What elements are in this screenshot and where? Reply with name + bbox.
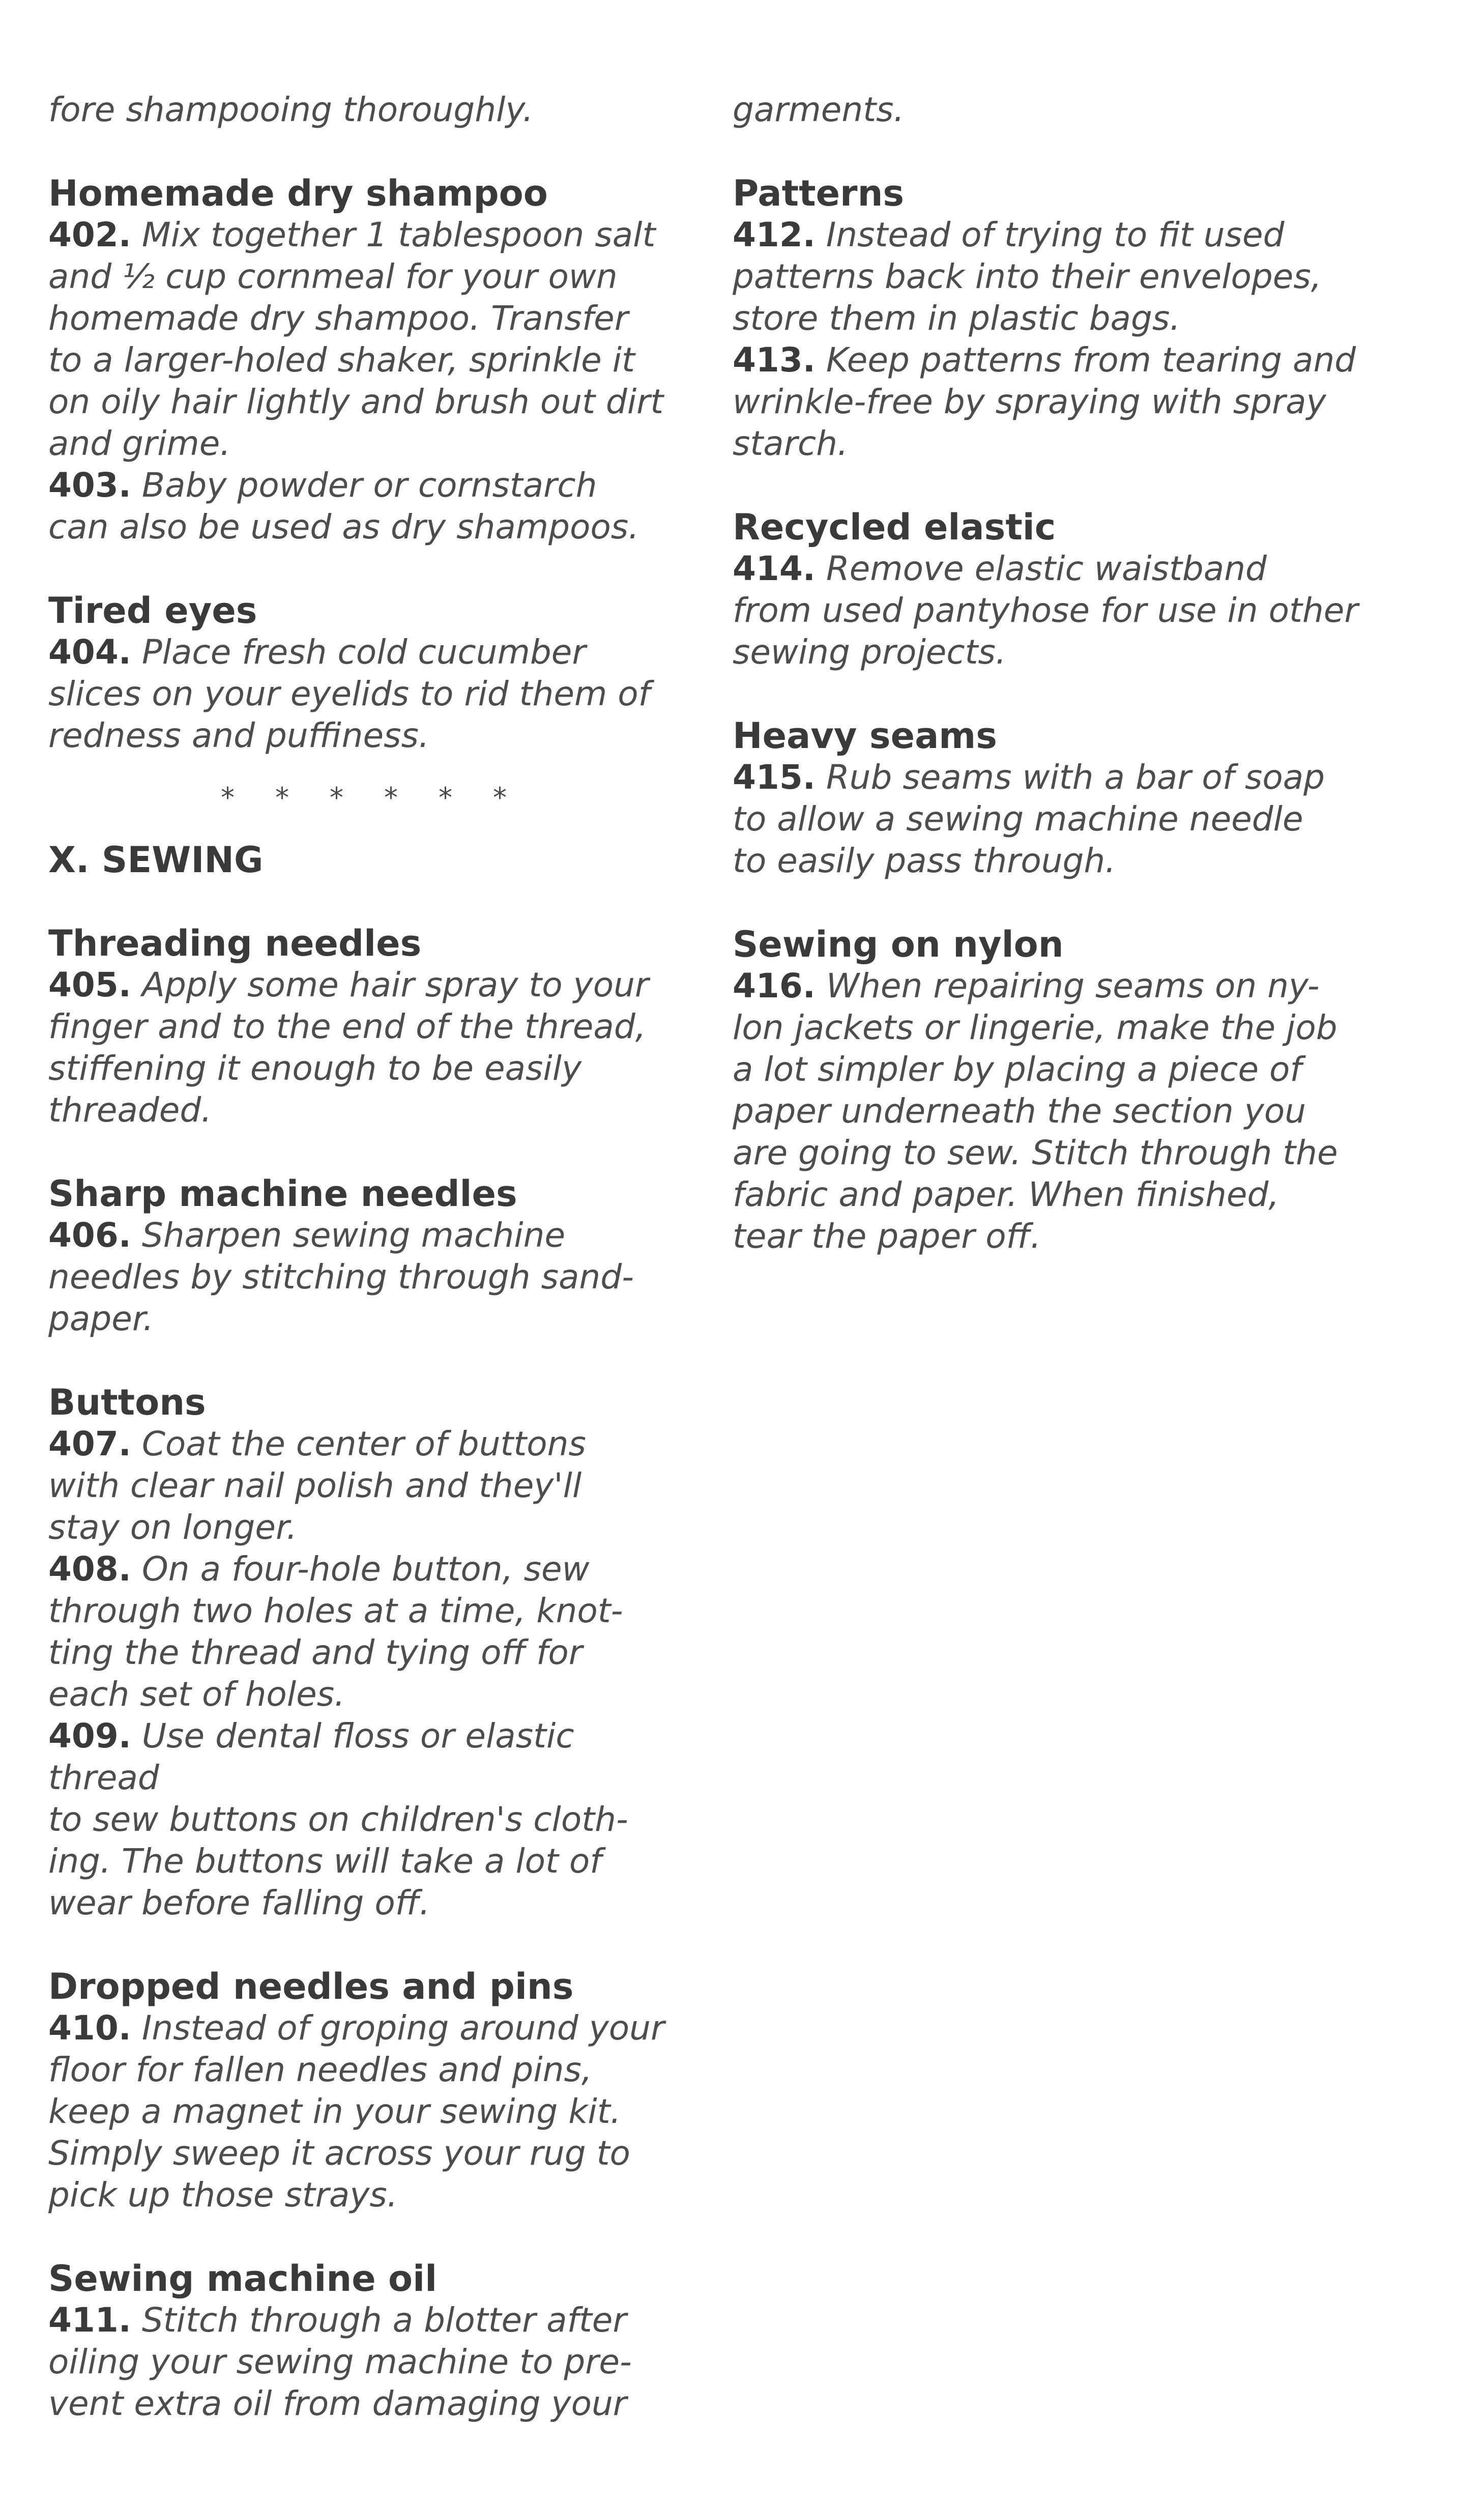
- tip-first-line: [48, 2007, 679, 2049]
- tip-line: [48, 1048, 679, 1089]
- tip-heading: Sewing machine oil: [48, 2258, 438, 2299]
- tip-line: [48, 1298, 679, 1340]
- tip-line: [48, 1465, 679, 1507]
- divider-star: *: [384, 782, 398, 814]
- tip-number: 409.: [48, 1716, 131, 1756]
- tip-text: threaded.: [48, 1090, 212, 1130]
- tip-text: store them in plastic bags.: [733, 299, 1181, 338]
- tip-line: [48, 2133, 679, 2174]
- tip-number: 407.: [48, 1424, 131, 1463]
- tip-line: [733, 798, 1366, 840]
- tip-line: [733, 1007, 1366, 1049]
- tip-text: Remove elastic waistband: [826, 549, 1267, 588]
- tip-number: 415.: [733, 758, 816, 797]
- tip-first-line: [48, 465, 679, 506]
- tip-line: [48, 381, 679, 423]
- tip-text: Instead of groping around your: [141, 2008, 665, 2048]
- continuation-text: fore shampooing thoroughly.: [48, 90, 534, 129]
- tip-line: [48, 1674, 679, 1715]
- tip-text: needles by stitching through sand-: [48, 1257, 634, 1297]
- tip-number: 405.: [48, 965, 131, 1004]
- tips-block-b: [48, 923, 679, 2425]
- tip-heading: Homemade dry shampoo: [48, 173, 548, 214]
- tip-text: Baby powder or cornstarch: [141, 466, 597, 505]
- tip-first-line: [48, 631, 679, 673]
- tip-text: paper underneath the section you: [733, 1091, 1306, 1131]
- tip-line: [48, 2383, 679, 2425]
- tip-heading: Sewing on nylon: [733, 924, 1064, 965]
- tip-text: to allow a sewing machine needle: [733, 799, 1303, 839]
- tip-text: and ½ cup cornmeal for your own: [48, 257, 618, 296]
- tip-text: ing. The buttons will take a lot of: [48, 1842, 602, 1881]
- tip-text: Stitch through a blotter after: [141, 2301, 627, 2340]
- tip-number: 410.: [48, 2008, 131, 2048]
- tip-first-line: [733, 548, 1366, 590]
- right-column: [733, 89, 1366, 1257]
- tip-number: 404.: [48, 633, 131, 672]
- tip-line: [48, 1841, 679, 1882]
- tip-line: [733, 256, 1366, 298]
- tip-line: [48, 1799, 679, 1841]
- divider-star: *: [493, 782, 507, 814]
- tip-number: 416.: [733, 966, 816, 1005]
- tip-line: [48, 1590, 679, 1632]
- tips-block-right: [733, 173, 1366, 1257]
- divider-star: *: [439, 782, 452, 814]
- tip-first-line: [733, 339, 1366, 381]
- tip-text: oiling your sewing machine to pre-: [48, 2342, 632, 2381]
- tip-line: [48, 2049, 679, 2091]
- divider-star: *: [221, 782, 235, 814]
- section-divider: [48, 777, 679, 819]
- tip-text: on oily hair lightly and brush out dirt: [48, 382, 664, 421]
- tip-text: stay on longer.: [48, 1508, 298, 1547]
- tip-number: 408.: [48, 1549, 131, 1589]
- tip-text: On a four-hole button, sew: [141, 1549, 590, 1589]
- tip-heading: Dropped needles and pins: [48, 1966, 574, 2007]
- tip-text: starch.: [733, 424, 848, 463]
- tip-text: paper.: [48, 1299, 154, 1338]
- tip-text: tear the paper off.: [733, 1217, 1041, 1256]
- tip-line: [733, 1174, 1366, 1216]
- tip-line: [48, 2174, 679, 2216]
- tip-text: vent extra oil from damaging your: [48, 2384, 627, 2423]
- tip-text: floor for fallen needles and pins,: [48, 2050, 592, 2089]
- tip-number: 411.: [48, 2301, 131, 2340]
- tip-first-line: [48, 2299, 679, 2341]
- tip-text: are going to sew. Stitch through the: [733, 1133, 1338, 1172]
- tip-text: Use dental floss or elastic thread: [48, 1716, 574, 1797]
- tip-first-line: [48, 214, 679, 256]
- tip-text: through two holes at a time, knot-: [48, 1591, 623, 1630]
- tip-text: lon jackets or lingerie, make the job: [733, 1008, 1337, 1047]
- tip-first-line: [733, 214, 1366, 256]
- tip-line: [48, 715, 679, 757]
- tip-text: patterns back into their envelopes,: [733, 257, 1322, 296]
- tip-text: can also be used as dry shampoos.: [48, 507, 639, 547]
- tip-line: [48, 1632, 679, 1674]
- tip-first-line: [733, 757, 1366, 798]
- tip-line: [733, 590, 1366, 631]
- tip-line: [48, 1256, 679, 1298]
- tip-text: Rub seams with a bar of soap: [826, 758, 1325, 797]
- tip-line: [733, 1132, 1366, 1174]
- tip-line: [48, 2091, 679, 2133]
- continuation-text: garments.: [733, 90, 905, 129]
- tip-text: Place fresh cold cucumber: [141, 633, 586, 672]
- tip-text: homemade dry shampoo. Transfer: [48, 299, 628, 338]
- tip-text: keep a magnet in your sewing kit.: [48, 2092, 621, 2131]
- tip-line: [48, 423, 679, 465]
- tip-text: Simply sweep it across your rug to: [48, 2134, 630, 2173]
- tip-line: [48, 1507, 679, 1548]
- tip-text: to sew buttons on children's cloth-: [48, 1800, 628, 1839]
- tip-number: 403.: [48, 466, 131, 505]
- tip-line: [733, 1090, 1366, 1132]
- tip-text: Keep patterns from tearing and: [826, 340, 1356, 380]
- tip-number: 412.: [733, 215, 816, 254]
- tip-text: finger and to the end of the thread,: [48, 1007, 646, 1046]
- tip-number: 406.: [48, 1216, 131, 1255]
- tip-line: [733, 1049, 1366, 1090]
- tip-text: pick up those strays.: [48, 2175, 398, 2215]
- tip-text: slices on your eyelids to rid them of: [48, 674, 650, 713]
- tip-line: [48, 673, 679, 715]
- tip-text: each set of holes.: [48, 1675, 345, 1714]
- tip-line: [48, 1882, 679, 1924]
- tip-first-line: [48, 1715, 679, 1799]
- tip-first-line: [48, 1548, 679, 1590]
- tip-line: [48, 506, 679, 548]
- tip-line: [733, 1216, 1366, 1257]
- tip-text: redness and puffiness.: [48, 716, 429, 755]
- tip-number: 402.: [48, 215, 131, 254]
- left-column: [48, 89, 679, 2425]
- tip-text: and grime.: [48, 424, 231, 463]
- divider-star: *: [275, 782, 289, 814]
- tip-heading: Recycled elastic: [733, 506, 1056, 548]
- tip-heading: Sharp machine needles: [48, 1173, 517, 1215]
- tip-text: from used pantyhose for use in other: [733, 591, 1358, 630]
- tip-line: [733, 631, 1366, 673]
- tip-text: sewing projects.: [733, 633, 1006, 672]
- tip-first-line: [733, 965, 1366, 1007]
- tip-first-line: [48, 1215, 679, 1256]
- tip-text: with clear nail polish and they'll: [48, 1466, 582, 1505]
- tip-text: a lot simpler by placing a piece of: [733, 1050, 1302, 1089]
- tip-first-line: [48, 1423, 679, 1465]
- tip-line: [48, 298, 679, 339]
- tip-number: 414.: [733, 549, 816, 588]
- tip-text: Coat the center of buttons: [141, 1424, 586, 1463]
- tip-text: When repairing seams on ny-: [826, 966, 1320, 1005]
- tip-number: 413.: [733, 340, 816, 380]
- divider-star: *: [330, 782, 343, 814]
- tip-line: [733, 423, 1366, 465]
- tip-text: Apply some hair spray to your: [141, 965, 649, 1004]
- tip-line: [733, 298, 1366, 339]
- tip-first-line: [48, 964, 679, 1006]
- tip-text: Instead of trying to fit used: [826, 215, 1285, 254]
- section-title: X. SEWING: [48, 839, 264, 881]
- tip-text: to easily pass through.: [733, 841, 1116, 880]
- tip-heading: Heavy seams: [733, 715, 997, 757]
- tip-line: [733, 840, 1366, 882]
- tips-block-a: [48, 173, 679, 757]
- tip-text: fabric and paper. When finished,: [733, 1175, 1279, 1214]
- tip-line: [733, 381, 1366, 423]
- tip-line: [48, 1089, 679, 1131]
- tip-text: ting the thread and tying off for: [48, 1633, 583, 1672]
- tip-line: [48, 339, 679, 381]
- tip-text: to a larger-holed shaker, sprinkle it: [48, 340, 635, 380]
- tip-text: Sharpen sewing machine: [141, 1216, 566, 1255]
- tip-heading: Patterns: [733, 173, 905, 214]
- tip-text: wrinkle-free by spraying with spray: [733, 382, 1326, 421]
- tip-text: wear before falling off.: [48, 1883, 430, 1922]
- tip-heading: Buttons: [48, 1382, 206, 1423]
- tip-text: stiffening it enough to be easily: [48, 1049, 582, 1088]
- tip-line: [48, 1006, 679, 1048]
- tip-heading: Tired eyes: [48, 590, 257, 631]
- tip-text: Mix together 1 tablespoon salt: [141, 215, 656, 254]
- tip-heading: Threading needles: [48, 923, 422, 964]
- tip-line: [48, 256, 679, 298]
- tip-line: [48, 2341, 679, 2383]
